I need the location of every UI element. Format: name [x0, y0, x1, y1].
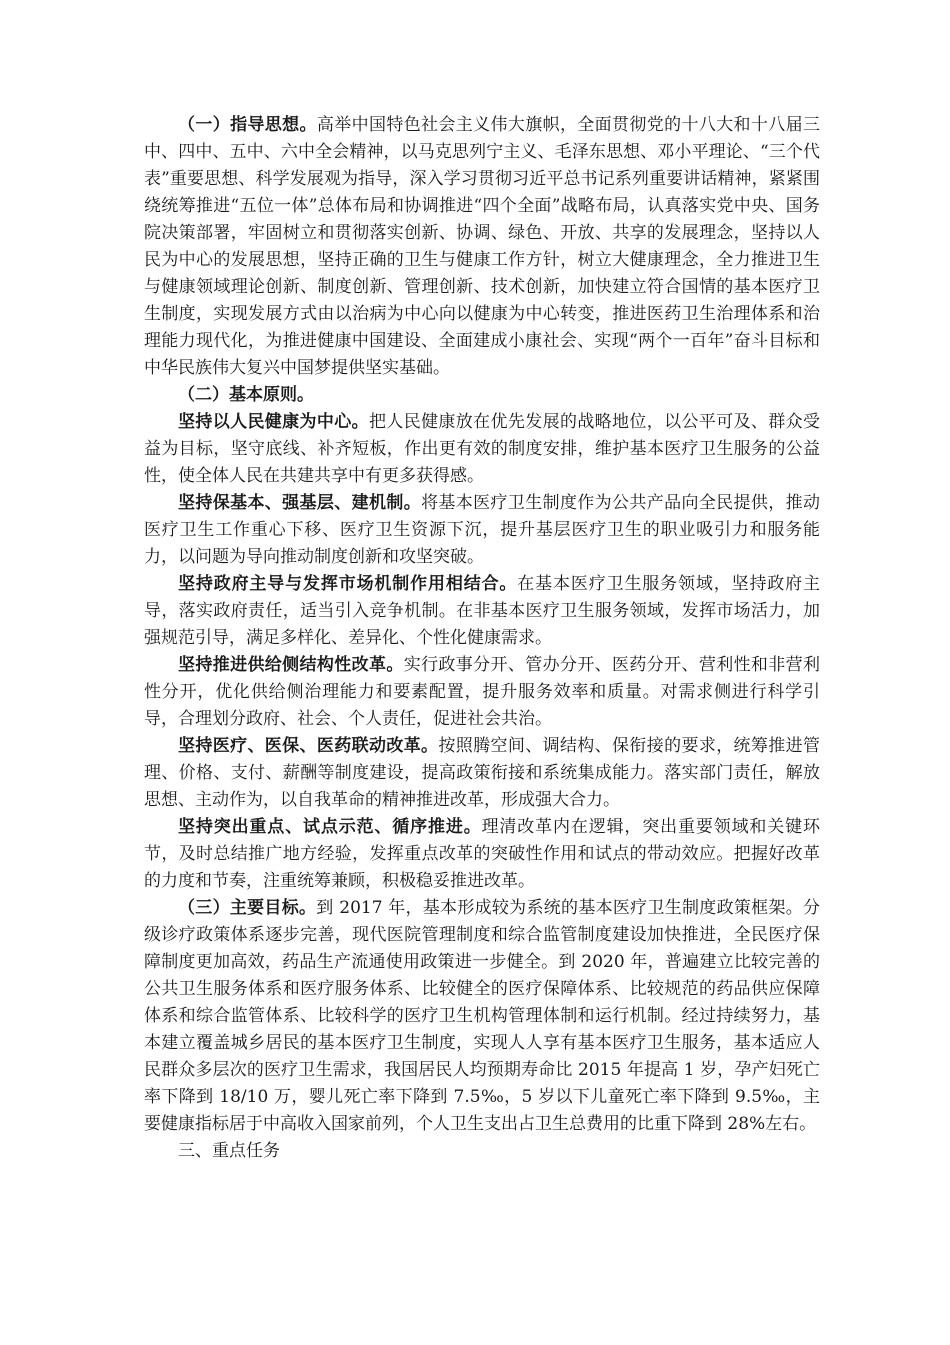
paragraph-principle-5 [144, 733, 820, 814]
paragraph-principle-4 [144, 652, 820, 733]
paragraph-body: 到 2017 年，基本形成较为系统的基本医疗卫生制度政策框架。分级诊疗政策体系逐步完善，现代医院管理制度和综合监管制度建设加快推进，全民医疗保障制度更加高效，药品生产流通使用政策进一步健全。到 2020 年，普遍建立比较完善的公共卫生服务体系和医疗服务体系、比较健全的医疗保障体系、比较规范的药品供应保障体系和综合监管体系、比较科学的医疗卫生机构管理体制和运行机制。经过持续努力，基本建立覆盖城乡居民的基本医疗卫生制度，实现人人享有基本医疗卫生服务，基本适应人民群众多层次的医疗卫生需求，我国居民人均预期寿命比 2015 年提高 1 岁，孕产妇死亡率下降到 18/10 万，婴儿死亡率下降到 7.5‰，5 岁以下儿童死亡率下降到 9.5‰，主要健康指标居于中高收入国家前列，个人卫生支出占卫生总费用的比重下降到 28%左右。 [144, 898, 821, 1134]
paragraph-body: 在基本医疗卫生服务领域，坚持政府主导，落实政府责任，适当引入竞争机制。在非基本医疗卫生服务领域，发挥市场活力，加强规范引导，满足多样化、差异化、个性化健康需求。 [144, 574, 821, 648]
principle-lead: 坚持突出重点、试点示范、循序推进。 [178, 817, 482, 837]
principle-lead: 坚持医疗、医保、医药联动改革。 [178, 736, 439, 756]
section-lead: （一）指导思想。 [178, 115, 317, 135]
paragraph-body: 高举中国特色社会主义伟大旗帜，全面贯彻党的十八大和十八届三中、四中、五中、六中全会精神，以马克思列宁主义、毛泽东思想、邓小平理论、“三个代表”重要思想、科学发展观为指导，深入学习贯彻习近平总书记系列重要讲话精神，紧紧围绕统筹推进“五位一体”总体布局和协调推进“四个全面”战略布局，认真落实党中央、国务院决策部署，牢固树立和贯彻落实创新、协调、绿色、开放、共享的发展理念，坚持以人民为中心的发展思想，坚持正确的卫生与健康工作方针，树立大健康理念，全力推进卫生与健康领域理论创新、制度创新、管理创新、技术创新，加快建立符合国情的基本医疗卫生制度，实现发展方式由以治病为中心向以健康为中心转变，推进医药卫生治理体系和治理能力现代化，为推进健康中国建设、全面建成小康社会、实现“两个一百年”奋斗目标和中华民族伟大复兴中国梦提供坚实基础。 [144, 115, 821, 378]
paragraph-basic-principles [144, 382, 820, 409]
paragraph-body: 将基本医疗卫生制度作为公共产品向全民提供，推动医疗卫生工作重心下移、医疗卫生资源下沉，提升基层医疗卫生的职业吸引力和服务能力，以问题为导向推动制度创新和攻坚突破。 [144, 493, 821, 567]
paragraph-principle-2 [144, 490, 820, 571]
paragraph-principle-1 [144, 409, 820, 490]
principle-lead: 坚持政府主导与发挥市场机制作用相结合。 [178, 574, 518, 594]
section-lead: （二）基本原则。 [178, 385, 314, 405]
paragraph-principle-6 [144, 814, 820, 895]
paragraph-body: 按照腾空间、调结构、保衔接的要求，统筹推进管理、价格、支付、薪酬等制度建设，提高政策衔接和系统集成能力。落实部门责任，解放思想、主动作为，以自我革命的精神推进改革，形成强大合力。 [144, 736, 821, 810]
paragraph-body: 理清改革内在逻辑，突出重要领域和关键环节，及时总结推广地方经验，发挥重点改革的突破性作用和试点的带动效应。把握好改革的力度和节奏，注重统筹兼顾，积极稳妥推进改革。 [144, 817, 821, 891]
section-lead: （三）主要目标。 [178, 898, 317, 918]
principle-lead: 坚持推进供给侧结构性改革。 [178, 655, 404, 675]
paragraph-body: 把人民健康放在优先发展的战略地位，以公平可及、群众受益为目标，坚守底线、补齐短板，作出更有效的制度安排，维护基本医疗卫生服务的公益性，使全体人民在共建共享中有更多获得感。 [144, 412, 821, 486]
section-heading: 三、重点任务 [178, 1141, 280, 1161]
paragraph-main-goals [144, 895, 820, 1138]
principle-lead: 坚持保基本、强基层、建机制。 [178, 493, 422, 513]
paragraph-guiding-thought [144, 112, 820, 382]
paragraph-principle-3 [144, 571, 820, 652]
paragraph-body: 实行政事分开、管办分开、医药分开、营利性和非营利性分开，优化供给侧治理能力和要素配置，提升服务效率和质量。对需求侧进行科学引导，合理划分政府、社会、个人责任，促进社会共治。 [144, 655, 821, 729]
principle-lead: 坚持以人民健康为中心。 [178, 412, 369, 432]
